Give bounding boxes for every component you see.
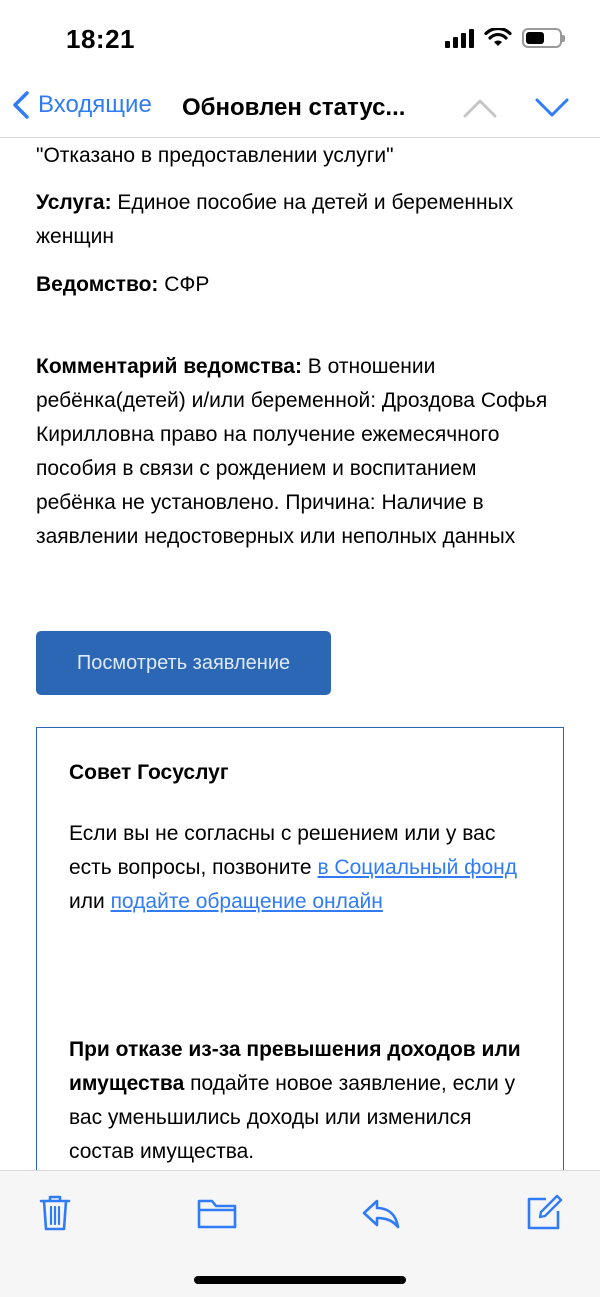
battery-icon — [522, 28, 562, 48]
back-button-label: Входящие — [38, 91, 152, 118]
agency-paragraph — [36, 268, 209, 302]
status-bar — [0, 0, 600, 80]
folder-icon — [196, 1193, 238, 1233]
chevron-left-icon — [12, 90, 30, 120]
comment-value: В отношении ребёнка(детей) и/или беременной: Дроздова Софья Кирилловна право на получение ежемесячного пособия в связи с рождением и воспитанием ребёнка не установлено. Причина: Наличие в заявлении недостоверных или неполных данных — [36, 355, 548, 548]
home-indicator[interactable] — [194, 1276, 406, 1284]
service-value: Единое пособие на детей и беременных женщин — [36, 191, 514, 248]
delete-button[interactable] — [38, 1193, 72, 1238]
tip-income-bold: При отказе из-за превышения доходов или имущества — [69, 1038, 521, 1095]
status-quote: "Отказано в предоставлении услуги" — [36, 144, 394, 167]
tip-text-middle: или — [69, 890, 111, 913]
comment-label: Комментарий ведомства: — [36, 355, 302, 378]
tip-income-paragraph — [69, 1033, 539, 1169]
online-appeal-link[interactable]: подайте обращение онлайн — [110, 890, 383, 913]
status-icons — [445, 28, 562, 48]
tip-income-text: подайте новое заявление, если у вас уменьшились доходы или изменился состав имущества. — [69, 1072, 516, 1163]
trash-icon — [38, 1193, 72, 1233]
wifi-icon — [484, 28, 512, 48]
tip-text — [69, 817, 529, 919]
compose-icon — [524, 1193, 564, 1233]
agency-value: СФР — [158, 273, 210, 296]
service-paragraph — [36, 186, 576, 254]
tip-text-before: Если вы не согласны с решением или у вас есть вопросы, позвоните — [69, 822, 496, 879]
next-message-button[interactable] — [534, 92, 570, 127]
back-to-inbox-button[interactable] — [12, 90, 152, 120]
compose-button[interactable] — [524, 1193, 564, 1238]
chevron-down-icon — [534, 92, 570, 122]
tip-title: Совет Госуслуг — [69, 761, 229, 784]
reply-icon — [360, 1193, 402, 1233]
service-label: Услуга: — [36, 191, 112, 214]
social-fund-link[interactable]: в Социальный фонд — [317, 856, 517, 879]
gosuslugi-tip-box — [36, 727, 564, 1187]
agency-label: Ведомство: — [36, 273, 159, 296]
chevron-up-icon — [462, 92, 498, 122]
reply-button[interactable] — [360, 1193, 402, 1238]
move-to-folder-button[interactable] — [196, 1193, 238, 1238]
cellular-signal-icon — [445, 28, 474, 48]
view-application-button[interactable]: Посмотреть заявление — [36, 631, 331, 695]
comment-paragraph — [36, 350, 556, 554]
mail-nav-bar — [0, 80, 600, 138]
message-subject: Обновлен статус... — [182, 94, 406, 121]
previous-message-button[interactable] — [462, 92, 498, 127]
status-time: 18:21 — [66, 24, 135, 54]
